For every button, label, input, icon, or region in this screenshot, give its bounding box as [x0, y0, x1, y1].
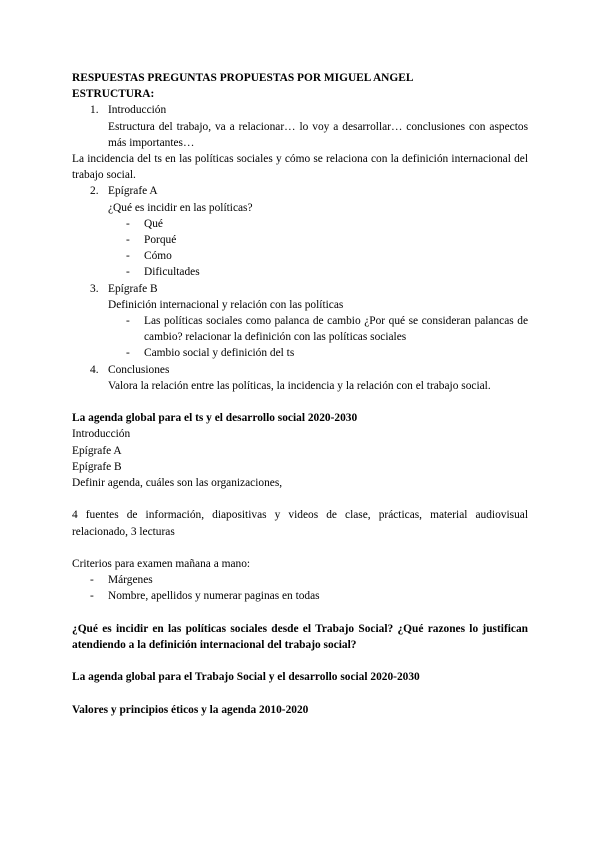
list-item: [72, 102, 528, 118]
spacer: [72, 653, 528, 669]
list-number: 4.: [90, 363, 99, 376]
list-item-description: ¿Qué es incidir en las políticas?: [108, 201, 253, 214]
question-heading: ¿Qué es incidir en las políticas sociales desde el Trabajo Social? ¿Qué razones lo justifican atendiendo a la definición internacional del trabajo social?: [72, 622, 528, 652]
sub-list-text: Porqué: [144, 234, 177, 247]
list-number: 1.: [90, 104, 99, 117]
section-heading: La agenda global para el ts y el desarrollo social 2020-2030: [72, 412, 358, 425]
list-item-title: Epígrafe B: [108, 282, 158, 295]
structure-heading: ESTRUCTURA:: [72, 88, 155, 101]
list-item: [72, 362, 528, 378]
dash-marker: -: [126, 250, 130, 263]
list-number: 2.: [90, 185, 99, 198]
sub-list-text: Dificultades: [144, 266, 200, 279]
sub-list-item: [72, 248, 528, 264]
paragraph: 4 fuentes de información, diapositivas y videos de clase, prácticas, material audiovisual relacionado, 3 lecturas: [72, 509, 528, 538]
section-heading: La agenda global para el Trabajo Social y el desarrollo social 2020-2030: [72, 671, 420, 684]
sub-list-item: [72, 232, 528, 248]
spacer: [72, 394, 528, 410]
paragraph: La incidencia del ts en las políticas sociales y cómo se relaciona con la definición internacional del trabajo social.: [72, 153, 528, 182]
list-item: [72, 281, 528, 297]
criteria-title: Criterios para examen mañana a mano:: [72, 558, 251, 571]
bullet-item: [72, 588, 528, 604]
text-line: Introducción: [72, 428, 131, 441]
list-item-title: Introducción: [108, 104, 167, 117]
sub-list-item: [72, 345, 528, 361]
list-number: 3.: [90, 282, 99, 295]
dash-marker: -: [90, 590, 94, 603]
dash-marker: -: [126, 266, 130, 279]
text-line: Epígrafe B: [72, 460, 122, 473]
sub-list-text: Cambio social y definición del ts: [144, 347, 295, 360]
dash-marker: -: [126, 234, 130, 247]
text-line: Epígrafe A: [72, 444, 122, 457]
spacer: [72, 540, 528, 556]
sub-list-item: [72, 264, 528, 280]
list-item-description: Definición internacional y relación con las políticas: [108, 298, 344, 311]
bullet-item: [72, 572, 528, 588]
list-item-title: Epígrafe A: [108, 185, 158, 198]
sub-list-item: [72, 313, 528, 345]
text-line: Definir agenda, cuáles son las organizaciones,: [72, 477, 283, 490]
dash-marker: -: [126, 217, 130, 230]
spacer: [72, 605, 528, 621]
sub-list-text: Las políticas sociales como palanca de cambio ¿Por qué se consideran palancas de cambio? relacionar la definición con las políticas sociales: [144, 315, 528, 344]
spacer: [72, 686, 528, 702]
list-item-title: Conclusiones: [108, 363, 170, 376]
main-heading: RESPUESTAS PREGUNTAS PROPUESTAS POR MIGUEL ANGEL: [72, 72, 414, 84]
list-item-description: Valora la relación entre las políticas, la incidencia y la relación con el trabajo social.: [108, 379, 491, 392]
list-item: [72, 183, 528, 199]
sub-list-item: [72, 216, 528, 232]
dash-marker: -: [90, 574, 94, 587]
list-item-description: Estructura del trabajo, va a relacionar… lo voy a desarrollar… conclusiones con aspectos más importantes…: [108, 120, 528, 149]
section-heading: Valores y principios éticos y la agenda 2010-2020: [72, 703, 309, 716]
spacer: [72, 491, 528, 507]
sub-list-text: Cómo: [144, 250, 172, 263]
bullet-text: Márgenes: [108, 574, 153, 587]
document-page: [72, 70, 528, 718]
sub-list-text: Qué: [144, 217, 163, 230]
dash-marker: -: [126, 315, 130, 328]
bullet-text: Nombre, apellidos y numerar paginas en todas: [108, 590, 320, 603]
dash-marker: -: [126, 347, 130, 360]
